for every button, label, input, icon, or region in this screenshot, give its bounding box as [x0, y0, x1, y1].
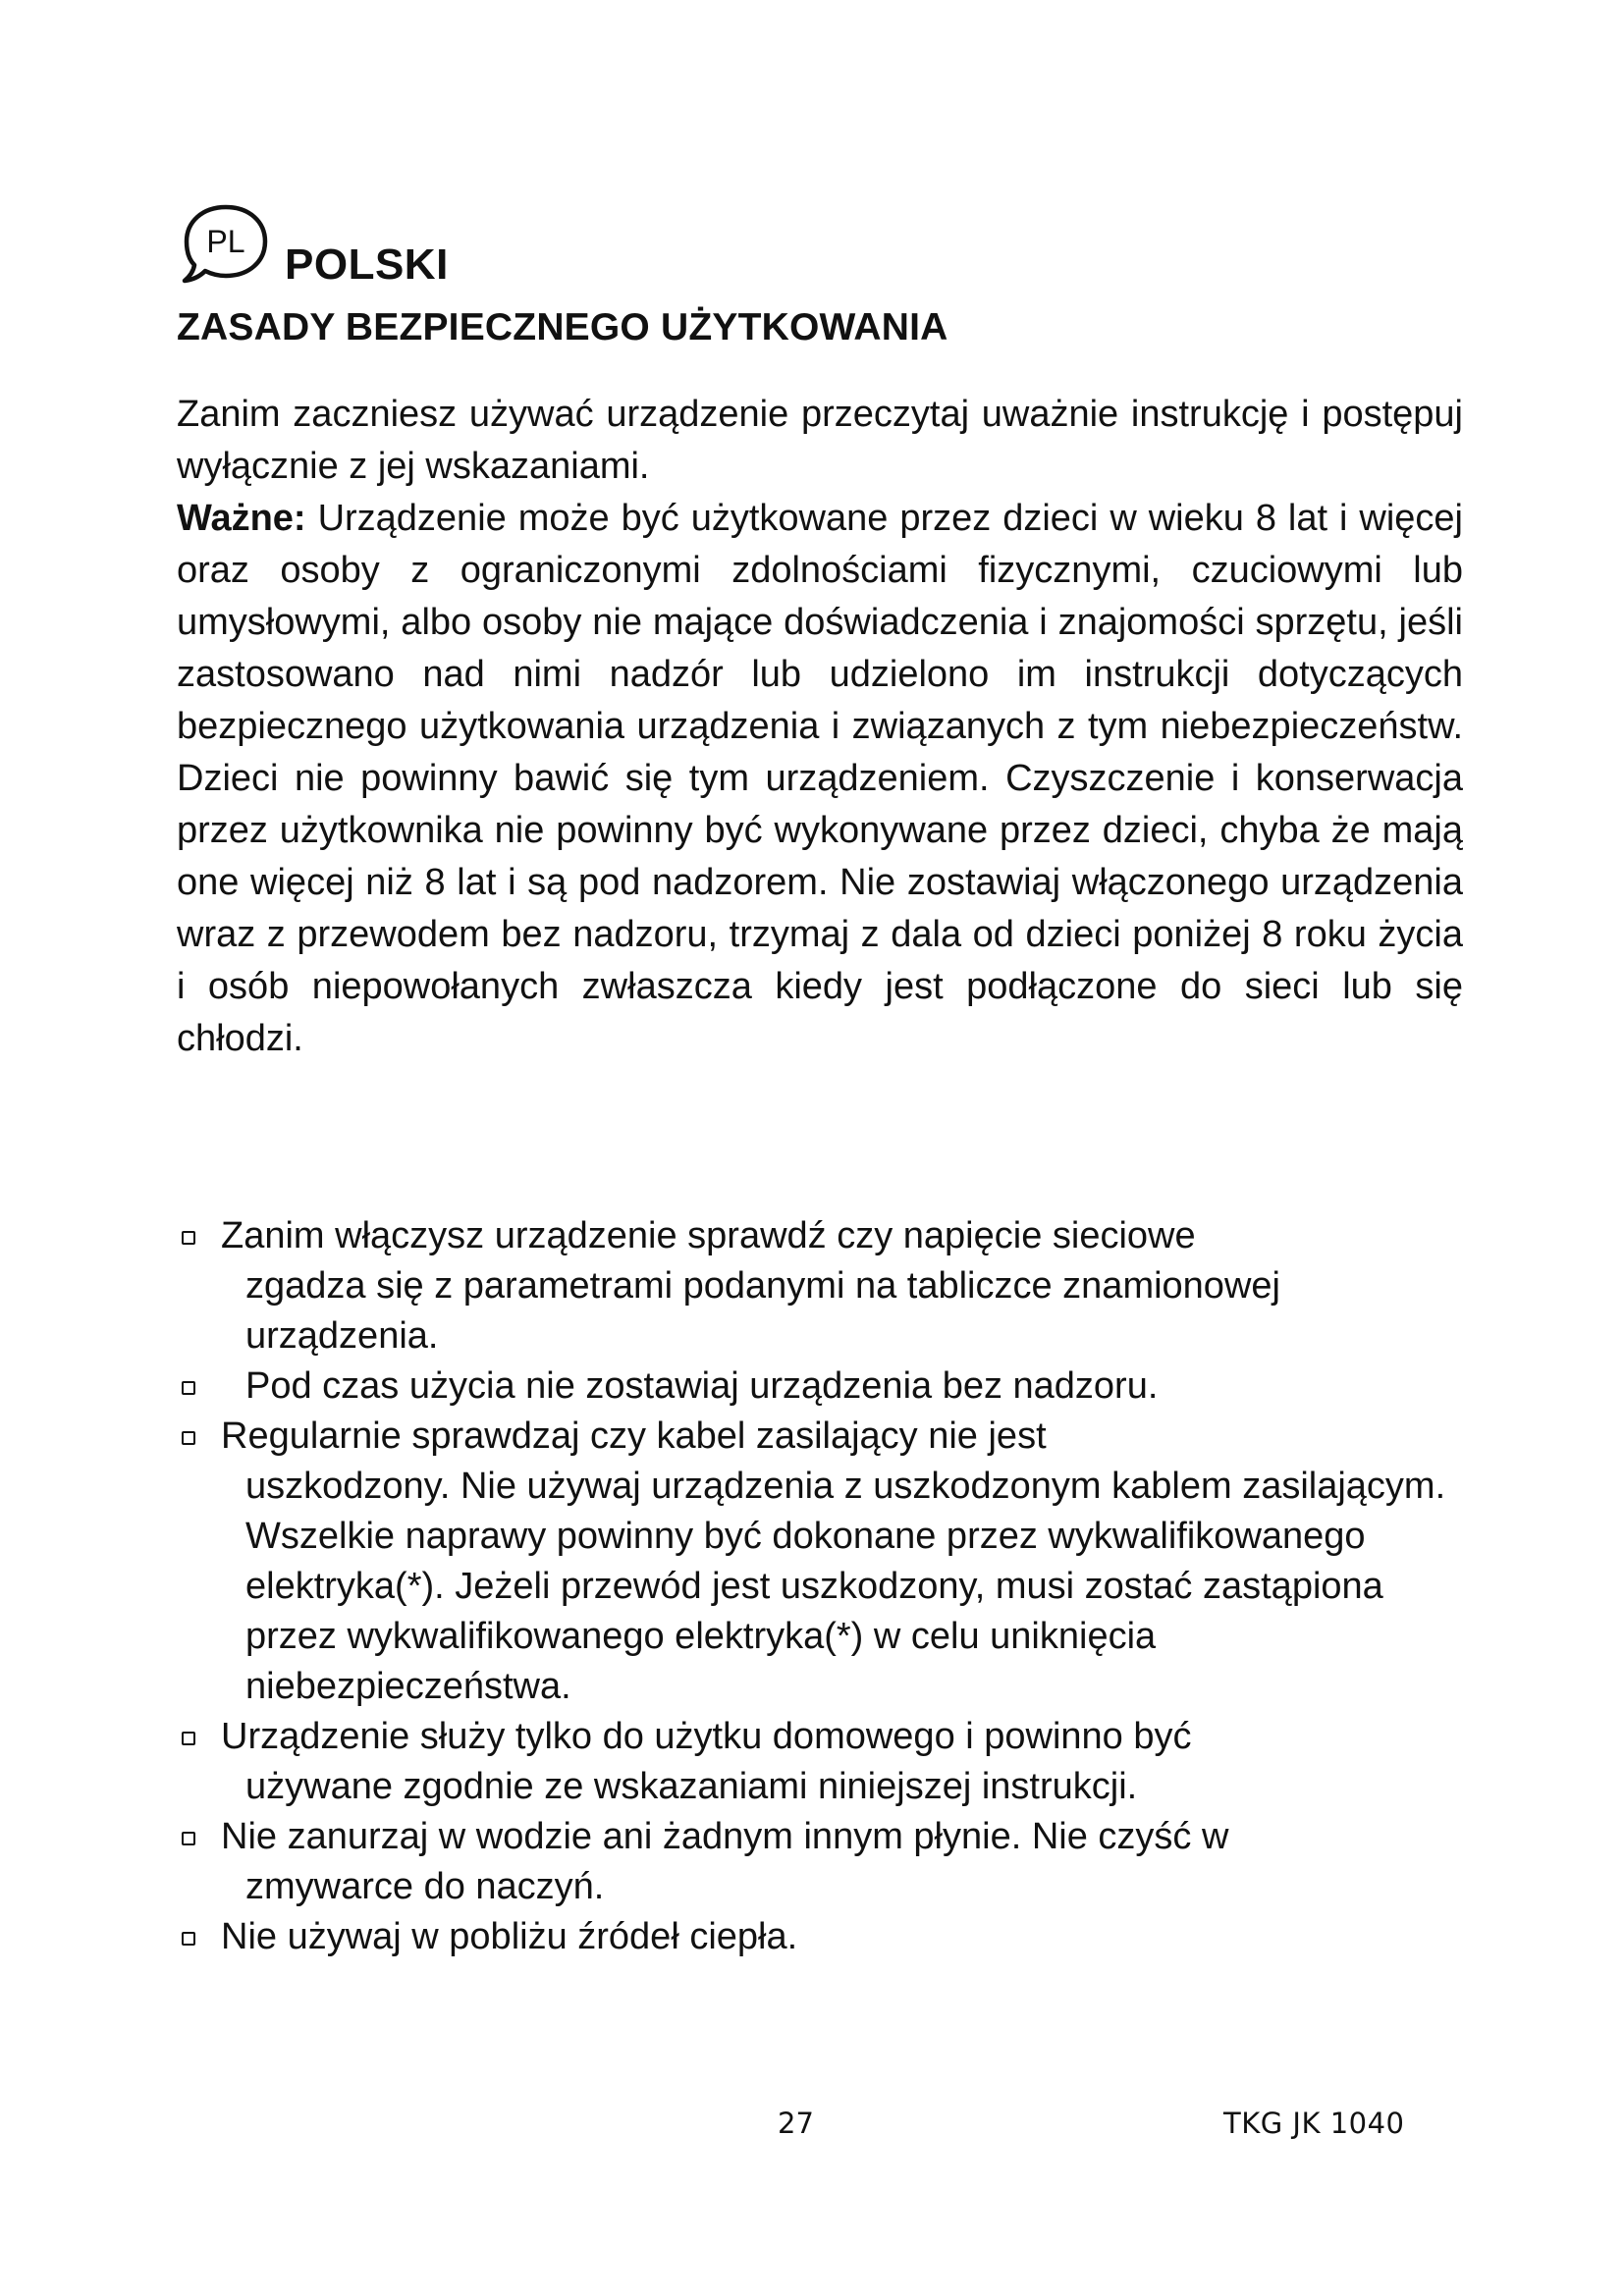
checkbox-bullet-icon: [182, 1431, 195, 1445]
list-item: [177, 1912, 1453, 1962]
model-number: TKG JK 1040: [1223, 2107, 1405, 2140]
language-title: POLSKI: [285, 240, 449, 289]
section-title: ZASADY BEZPIECZNEGO UŻYTKOWANIA: [177, 306, 948, 348]
list-item: [177, 1211, 1453, 1362]
language-speech-bubble-icon: [177, 201, 275, 290]
intro-paragraph: [177, 389, 1463, 1065]
checkbox-bullet-icon: [182, 1231, 195, 1245]
speech-bubble-icon: [177, 201, 275, 290]
checkbox-bullet-icon: [182, 1381, 195, 1395]
list-item-first-line: Nie zanurzaj w wodzie ani żadnym innym płynie. Nie czyść w: [221, 1816, 1229, 1857]
intro-text-2: Urządzenie może być użytkowane przez dzieci w wieku 8 lat i więcej oraz osoby z ograniczonymi zdolnościami fizycznymi, czuciowymi lub umysłowymi, albo osoby nie mające doświadczenia i znajomości sprzętu, jeśli zastosowano nad nimi nadzór lub udzielono im instrukcji dotyczących bezpiecznego użytkowania urządzenia i związanych z tym niebezpieczeństw. Dzieci nie powinny bawić się tym urządzeniem. Czyszczenie i konserwacja przez użytkownika nie powinny być wykonywane przez dzieci, chyba że mają one więcej niż 8 lat i są pod nadzorem. Nie zostawiaj włączonego urządzenia wraz z przewodem bez nadzoru, trzymaj z dala od dzieci poniżej 8 roku życia i osób niepowołanych zwłaszcza kiedy jest podłączone do sieci lub się chłodzi.: [177, 498, 1463, 1059]
list-item-continuation: zmywarce do naczyń.: [245, 1866, 605, 1907]
checkbox-bullet-icon: [182, 1732, 195, 1745]
list-item: [177, 1362, 1453, 1412]
list-item-first-line: Urządzenie służy tylko do użytku domowego i powinno być: [221, 1716, 1192, 1757]
intro-text-1: Zanim zaczniesz używać urządzenie przeczytaj uważnie instrukcję i postępuj wyłącznie z jej wskazaniami.: [177, 394, 1463, 487]
list-item-continuation: używane zgodnie ze wskazaniami niniejszej instrukcji.: [245, 1766, 1138, 1807]
list-item: [177, 1412, 1453, 1712]
list-item: [177, 1812, 1453, 1912]
list-item-first-line: Regularnie sprawdzaj czy kabel zasilający nie jest: [221, 1415, 1047, 1457]
list-item-continuation: zgadza się z parametrami podanymi na tabliczce znamionowej urządzenia.: [245, 1265, 1280, 1357]
badge-text: PL: [206, 224, 245, 259]
list-item: [177, 1712, 1453, 1812]
important-label: Ważne:: [177, 498, 306, 539]
safety-list: [177, 1211, 1453, 1962]
list-item-continuation: uszkodzony. Nie używaj urządzenia z uszkodzonym kablem zasilającym. Wszelkie naprawy powinny być dokonane przez wykwalifikowanego elektryka(*). Jeżeli przewód jest uszkodzony, musi zostać zastąpiona przez wykwalifikowanego elektryka(*) w celu uniknięcia niebezpieczeństwa.: [245, 1466, 1446, 1707]
page-number: 27: [778, 2107, 814, 2140]
checkbox-bullet-icon: [182, 1932, 195, 1946]
list-item-first-line: Zanim włączysz urządzenie sprawdź czy napięcie sieciowe: [221, 1215, 1196, 1256]
list-item-first-line: Pod czas użycia nie zostawiaj urządzenia bez nadzoru.: [245, 1365, 1159, 1407]
checkbox-bullet-icon: [182, 1832, 195, 1845]
list-item-first-line: Nie używaj w pobliżu źródeł ciepła.: [221, 1916, 798, 1957]
